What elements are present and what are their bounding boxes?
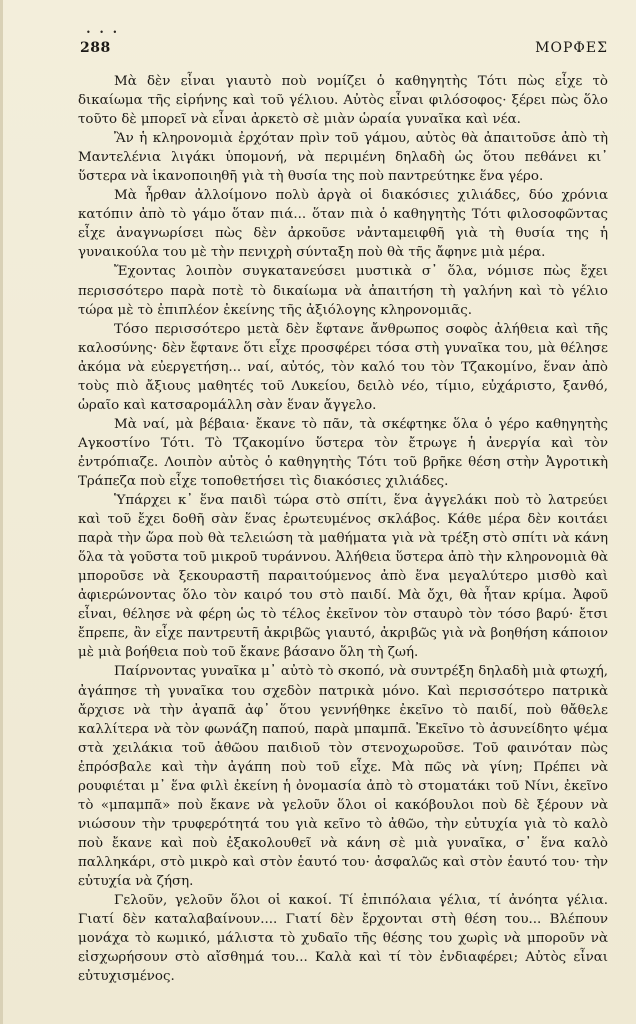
page-number: 288 — [80, 40, 111, 56]
page-body-text — [78, 72, 608, 986]
header-ornament: • • • — [86, 28, 121, 37]
running-title: ΜΟΡΦΕΣ — [535, 40, 608, 56]
paragraph: Ἔχοντας λοιπὸν συγκατανεύσει μυστικὰ σ᾿ ὅλα, νόμισε πὼς ἔχει περισσότερο παρὰ ποτὲ τὸ δικαίωμα νὰ ἀπαιτήση τὴ γαλήνη καὶ τὸ γέλιο τώρα μὲ τὸ ἐπιπλέον ἐκείνης τῆς ἀξιόλογης κληρονομιᾶς. — [78, 264, 608, 318]
paragraph: Παίρνοντας γυναῖκα μ᾿ αὐτὸ τὸ σκοπό, νὰ συντρέξη δηλαδὴ μιὰ φτωχή, ἀγάπησε τὴ γυναῖκα του σχεδὸν πατρικὰ μόνο. Καὶ περισσότερο πατρικὰ ἄρχισε νὰ τὴν ἀγαπᾶ ἀφ᾿ ὅτου γεννήθηκε ἐκεῖνο τὸ παιδί, ποὺ θἄθελε καλλίτερα νὰ τὸν φωνάζη παπού, παρὰ μπαμπᾶ. Ἐκεῖνο τὸ ἀσυνείδητο ψέμα στὰ χειλάκια τοῦ ἀθῶου παιδιοῦ τὸν στενοχωροῦσε. Τοῦ φαινόταν πὼς ἐπρόσβαλε καὶ τὴν ἀγάπη ποὺ τοῦ εἶχε. Μὰ πῶς νὰ γίνη; Πρέπει νὰ ρουφιέται μ᾿ ἕνα φιλὶ ἐκείνη ἡ ὀνομασία ἀπὸ τὸ στοματάκι τοῦ Νίνι, ἐκεῖνο τὸ «μπαμπᾶ» ποὺ ἔκανε νὰ γελοῦν ὅλοι οἱ κακόβουλοι ποὺ δὲ ξέρουν νὰ νιώσουν τὴν τρυφερότητά του γιὰ κεῖνο τὸ ἀθῶο, τὴν εὐτυχία γιὰ τὸ καλὸ ποὺ ἔκανε καὶ ποὺ ἐξακολουθεῖ νὰ κάνη σὲ μιὰ γυναῖκα, σ᾿ ἕνα καλὸ παλληκάρι, στὸ μικρὸ καὶ στὸν ἑαυτό του· ἀσφαλῶς καὶ στὸν ἑαυτό του· τὴν εὐτυχία νὰ ζήση. — [78, 664, 608, 889]
paragraph: Μὰ ἦρθαν ἀλλοίμονο πολὺ ἀργὰ οἱ διακόσιες χιλιάδες, δύο χρόνια κατόπιν ἀπὸ τὸ γάμο ὅταν πιά... ὅταν πιὰ ὁ καθηγητὴς Τότι φιλοσοφῶντας εἶχε ἀναγνωρίσει πὼς δὲν ἀρκοῦσε νἀνταμειφθῆ γιὰ τὴ θυσία της ἡ γυναικούλα του μὲ τὴν πενιχρὴ σύνταξη ποὺ θὰ τῆς ἄφηνε μιὰ μέρα. — [78, 188, 608, 261]
paragraph: Τόσο περισσότερο μετὰ δὲν ἔφτανε ἄνθρωπος σοφὸς ἀλήθεια καὶ τῆς καλοσύνης· δὲν ἔφτανε ὅτι εἶχε προσφέρει τόσα στὴ γυναῖκα του, μὰ θέλησε ἀκόμα νὰ εὐεργετήση... ναί, αὐτός, τὸν καλό του τὸν Τζακομίνο, ἕναν ἀπὸ τοὺς πιὸ ἄξιους μαθητές τοῦ Λυκείου, δειλὸ νέο, τίμιο, εὐχάριστο, ξανθό, ὡραῖο καὶ κατσαρομάλλη σὰν ἕναν ἄγγελο. — [78, 321, 608, 413]
paragraph: Ὑπάρχει κ᾿ ἕνα παιδὶ τώρα στὸ σπίτι, ἕνα ἀγγελάκι ποὺ τὸ λατρεύει καὶ τοῦ ἔχει δοθῆ σὰν ἕνας ἐρωτευμένος σκλάβος. Κάθε μέρα δὲν κοιτάει παρὰ τὴν ὥρα ποὺ θὰ τελειώση τὰ μαθήματα γιὰ νὰ τρέξη στὸ σπίτι νὰ κάνη ὅλα τὰ γοῦστα τοῦ μικροῦ τυράννου. Ἀλήθεια ὕστερα ἀπὸ τὴν κληρονομιὰ θὰ μποροῦσε νὰ ξεκουραστῆ παραιτούμενος ἀπὸ ἕνα μεγαλύτερο μισθὸ καὶ ἀφιερώνοντας ὅλο τὸν καιρό του στὸ παιδί. Μὰ ὄχι, θὰ ἦταν κρίμα. Ἀφοῦ εἶναι, θέλησε νὰ φέρη ὡς τὸ τέλος ἐκεῖνον τὸν σταυρὸ τὸν τόσο βαρύ· ἔτσι ἔπρεπε, ἂν εἶχε παντρευτῆ ἀκριβῶς γιαυτό, ἀκριβῶς γιὰ νὰ βοηθήση κάποιον μὲ μιὰ βοήθεια ποὺ τοῦ ἔκανε βάσανο ὅλη τὴ ζωή. — [78, 493, 608, 661]
paragraph: Μὰ ναί, μὰ βέβαια· ἔκανε τὸ πᾶν, τὰ σκέφτηκε ὅλα ὁ γέρο καθηγητὴς Αγκοστίνο Τότι. Τὸ Τζακομίνο ὕστερα τὸν ἔτρωγε ἡ ἀνεργία καὶ τὸν ἐντρόπιαζε. Λοιπὸν αὐτὸς ὁ καθηγητὴς Τότι τοῦ βρῆκε θέση στὴν Ἀγροτικὴ Τράπεζα ποὺ εἶχε τοποθετήσει τὶς διακόσιες χιλιάδες. — [78, 416, 608, 489]
page-edge — [0, 0, 3, 1024]
paragraph: Μὰ δὲν εἶναι γιαυτὸ ποὺ νομίζει ὁ καθηγητὴς Τότι πὼς εἶχε τὸ δικαίωμα τῆς εἰρήνης καὶ τοῦ γέλιου. Αὐτὸς εἶναι φιλόσοφος· ξέρει πὼς ὅλο τοῦτο δὲ μπορεῖ νὰ εἶναι ἀρκετὸ σὲ μιὰν ὡραία γυναῖκα καὶ νέα. — [78, 74, 608, 128]
page-header — [80, 30, 608, 64]
paragraph: Γελοῦν, γελοῦν ὅλοι οἱ κακοί. Τί ἐπιπόλαια γέλια, τί ἀνόητα γέλια. Γιατί δὲν καταλαβαίνουν.... Γιατί δὲν ἔρχονται στὴ θέση του... Βλέπουν μονάχα τὸ κωμικό, μάλιστα τὸ χυδαῖο τῆς θέσης του χωρὶς νὰ μποροῦν νὰ εἰσχωρήσουν στὸ αἴσθημά του... Καλὰ καὶ τί τὸν ἐνδιαφέρει; Αὐτὸς εἶναι εὐτυχισμένος. — [78, 893, 608, 985]
paragraph: Ἂν ἡ κληρονομιὰ ἐρχόταν πρὶν τοῦ γάμου, αὐτὸς θὰ ἀπαιτοῦσε ἀπὸ τὴ Μαντελένια λιγάκι ὑπομονή, νὰ περιμένη δηλαδὴ ὡς ὅτου πεθάνει κι᾿ ὕστερα νὰ ἱκανοποιηθῆ γιὰ τὴ θυσία της ποὺ παντρεύτηκε ἕνα γέρο. — [78, 131, 608, 185]
